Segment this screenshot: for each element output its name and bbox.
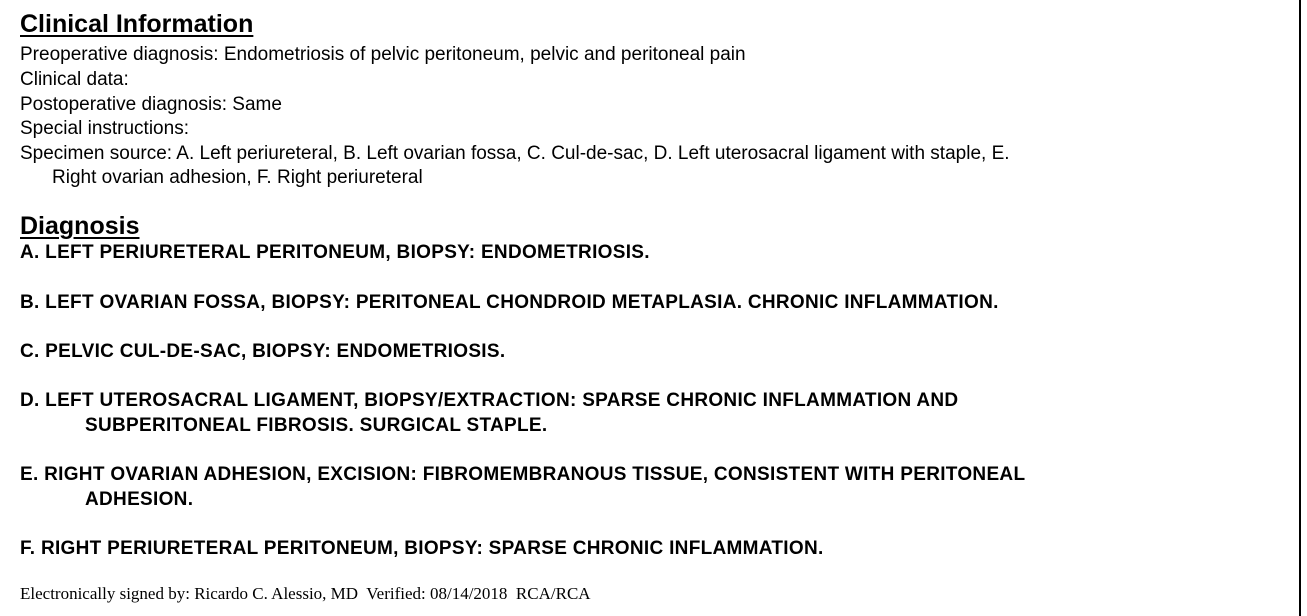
electronic-signature: Electronically signed by: Ricardo C. Alessio, MD Verified: 08/14/2018 RCA/RCA bbox=[20, 584, 591, 603]
diagnosis-item-f: F. RIGHT PERIURETERAL PERITONEUM, BIOPSY: SPARSE CHRONIC INFLAMMATION. bbox=[20, 538, 824, 559]
diagnosis-item-b: B. LEFT OVARIAN FOSSA, BIOPSY: PERITONEAL CHONDROID METAPLASIA. CHRONIC INFLAMMATION. bbox=[20, 292, 999, 313]
diagnosis-heading: Diagnosis bbox=[20, 212, 140, 240]
diagnosis-item-d-continued: SUBPERITONEAL FIBROSIS. SURGICAL STAPLE. bbox=[85, 415, 548, 436]
diagnosis-item-d: D. LEFT UTEROSACRAL LIGAMENT, BIOPSY/EXTRACTION: SPARSE CHRONIC INFLAMMATION AND bbox=[20, 390, 959, 411]
diagnosis-item-a: A. LEFT PERIURETERAL PERITONEUM, BIOPSY: ENDOMETRIOSIS. bbox=[20, 242, 650, 263]
specimen-source-continued: Right ovarian adhesion, F. Right periureteral bbox=[52, 167, 423, 188]
clinical-data: Clinical data: bbox=[20, 69, 129, 90]
special-instructions: Special instructions: bbox=[20, 118, 189, 139]
preoperative-diagnosis: Preoperative diagnosis: Endometriosis of pelvic peritoneum, pelvic and peritoneal pain bbox=[20, 44, 746, 65]
clinical-information-heading: Clinical Information bbox=[20, 10, 254, 38]
postoperative-diagnosis: Postoperative diagnosis: Same bbox=[20, 94, 282, 115]
diagnosis-item-e-continued: ADHESION. bbox=[85, 489, 194, 510]
specimen-source: Specimen source: A. Left periureteral, B. Left ovarian fossa, C. Cul-de-sac, D. Left uterosacral ligament with staple, E. bbox=[20, 143, 1010, 164]
diagnosis-item-e: E. RIGHT OVARIAN ADHESION, EXCISION: FIBROMEMBRANOUS TISSUE, CONSISTENT WITH PERITONEAL bbox=[20, 464, 1026, 485]
diagnosis-item-c: C. PELVIC CUL-DE-SAC, BIOPSY: ENDOMETRIOSIS. bbox=[20, 341, 506, 362]
